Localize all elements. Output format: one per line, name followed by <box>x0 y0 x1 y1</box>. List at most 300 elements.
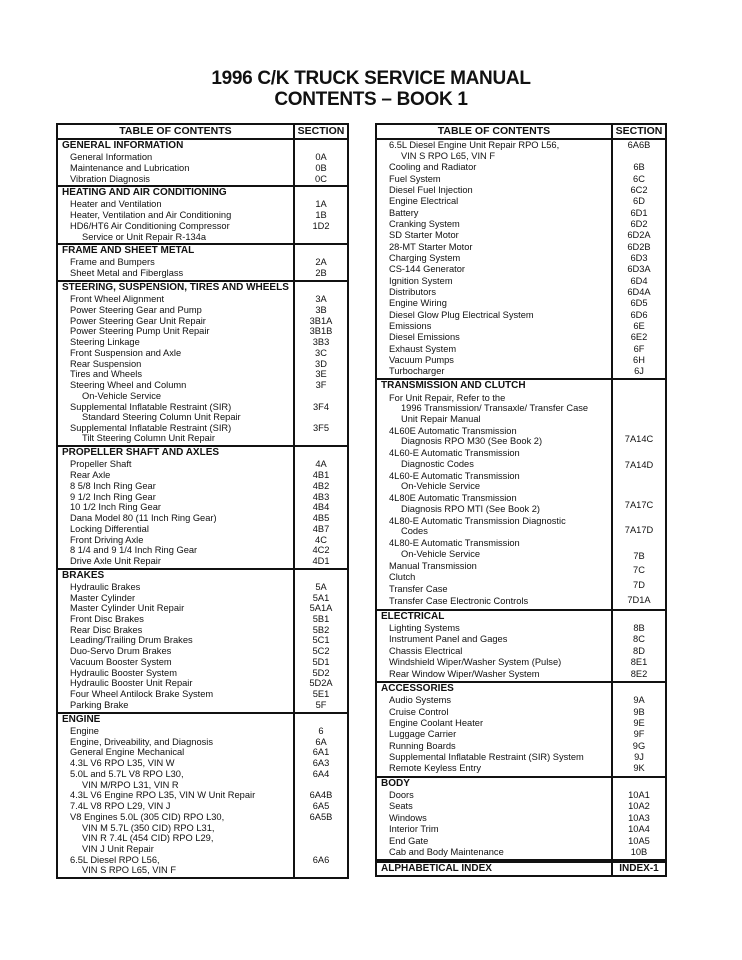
section-heading-code-cell <box>295 447 347 459</box>
section-code <box>613 298 665 309</box>
section-code <box>295 268 347 279</box>
toc-entry-line: Lighting Systems <box>389 622 460 633</box>
section-code <box>295 758 347 769</box>
toc-entry-line: Front Driving Axle <box>70 534 144 545</box>
toc-entry-line: 4L80-E Automatic Transmission <box>389 538 520 549</box>
section-code <box>613 623 665 634</box>
toc-entry-line: Interior Trim <box>389 824 439 835</box>
section-code-value: 6A6B <box>627 140 651 151</box>
section-code <box>295 210 347 221</box>
toc-entry <box>58 678 293 689</box>
section-code-value: 5A1 <box>312 592 330 603</box>
toc-entry-line: Codes <box>401 526 428 537</box>
entry-titles <box>58 726 295 877</box>
entry-titles <box>58 257 295 280</box>
section-code-value: 8D <box>633 645 645 656</box>
code-spacer <box>613 405 665 416</box>
toc-entry-line: Rear Window Wiper/Washer System <box>389 668 540 679</box>
section-code-value: 5D2 <box>312 667 330 678</box>
section-code-value: 5C1 <box>312 635 330 646</box>
toc-entry-line: Power Steering Pump Unit Repair <box>70 326 210 337</box>
section-code <box>613 718 665 729</box>
toc-entry-line: For Unit Repair, Refer to the <box>389 392 506 403</box>
section-code-value: 3B1B <box>309 326 333 337</box>
toc-entry <box>58 326 293 337</box>
code-spacer <box>613 485 665 496</box>
toc-entry <box>377 657 611 668</box>
section-code-value: 9K <box>633 763 645 774</box>
section-code <box>295 337 347 348</box>
section-code <box>613 634 665 645</box>
toc-entry <box>58 556 293 567</box>
toc-entry-line: HD6/HT6 Air Conditioning Compressor <box>70 221 230 232</box>
toc-entry <box>58 294 293 305</box>
toc-entry-line: Hydraulic Booster System <box>70 667 177 678</box>
toc-entry <box>58 657 293 668</box>
section-code <box>295 199 347 210</box>
section-code <box>295 582 347 593</box>
toc-entry <box>58 524 293 535</box>
section-code-value: 6C2 <box>630 184 648 195</box>
section-code <box>295 481 347 492</box>
toc-entry-line: Diagnostic Codes <box>401 458 474 469</box>
section-code-value: 6D6 <box>630 309 648 320</box>
toc-entry <box>58 348 293 359</box>
toc-entry-line: SD Starter Motor <box>389 230 459 241</box>
toc-entry <box>58 210 293 221</box>
section-code-value: 6D2 <box>630 218 648 229</box>
section-code-value: 2B <box>315 268 327 279</box>
section-code <box>613 140 665 161</box>
toc-entry-line: Front Wheel Alignment <box>70 294 165 305</box>
code-spacer <box>613 151 665 162</box>
toc-entry-line: Heater and Ventilation <box>70 199 162 210</box>
toc-entry <box>377 366 611 377</box>
section-code-value: 3F4 <box>312 401 330 412</box>
toc-entry-line: Engine Electrical <box>389 196 459 207</box>
toc-entry-line: Vacuum Pumps <box>389 354 454 365</box>
toc-section <box>377 778 665 861</box>
section-code <box>613 264 665 275</box>
toc-entry <box>377 208 611 219</box>
toc-section <box>377 611 665 683</box>
toc-entry-line: Transfer Case <box>389 584 448 595</box>
section-heading-row <box>377 683 665 695</box>
section-heading-row <box>377 611 665 623</box>
code-spacer <box>295 833 347 844</box>
section-code-value: 5A1A <box>309 603 333 614</box>
section-code-value: 9B <box>633 706 645 717</box>
toc-entry <box>377 287 611 298</box>
toc-entry-line: Engine <box>70 725 99 736</box>
code-spacer <box>613 420 665 431</box>
toc-entry <box>58 593 293 604</box>
section-code-value: 4C <box>315 534 327 545</box>
toc-entry-line: 4L60-E Automatic Transmission <box>389 470 520 481</box>
section-code <box>613 344 665 355</box>
section-code-value: 5B2 <box>312 624 330 635</box>
section-body <box>58 582 347 712</box>
section-code <box>613 646 665 657</box>
toc-entry <box>58 337 293 348</box>
toc-entry-line: Front Disc Brakes <box>70 614 144 625</box>
entry-titles <box>58 582 295 712</box>
code-spacer <box>295 844 347 855</box>
section-code <box>295 855 347 876</box>
section-code <box>613 847 665 858</box>
section-code <box>613 824 665 835</box>
section-code-value: 6E2 <box>630 332 648 343</box>
section-body <box>58 152 347 185</box>
code-spacer <box>295 412 347 423</box>
section-code <box>295 593 347 604</box>
toc-entry <box>377 561 611 572</box>
code-spacer <box>613 470 665 481</box>
section-code <box>295 348 347 359</box>
entry-titles <box>377 790 613 859</box>
toc-entry <box>58 305 293 316</box>
toc-entry-line: VIN S RPO L65, VIN F <box>82 865 177 876</box>
toc-entry <box>58 492 293 503</box>
section-code <box>295 152 347 163</box>
toc-entry <box>377 355 611 366</box>
toc-entry <box>58 502 293 513</box>
toc-entry-line: Diesel Fuel Injection <box>389 184 473 195</box>
toc-entry-line: VIN M 5.7L (350 CID) RPO L31, <box>82 822 215 833</box>
toc-entry <box>377 836 611 847</box>
section-code-value: 4B5 <box>312 513 330 524</box>
section-code-value: 1B <box>315 210 327 221</box>
section-body <box>58 459 347 567</box>
section-code-value: 7B <box>633 550 645 561</box>
section-code <box>295 535 347 546</box>
toc-entry <box>58 380 293 401</box>
toc-entry <box>58 257 293 268</box>
section-code <box>295 657 347 668</box>
section-code <box>613 695 665 706</box>
section-body <box>58 726 347 877</box>
toc-entry <box>377 174 611 185</box>
section-heading: ENGINE <box>58 714 295 726</box>
toc-entry <box>58 801 293 812</box>
entry-titles <box>58 152 295 185</box>
entry-codes <box>613 140 665 378</box>
toc-section <box>58 245 347 282</box>
section-code-value: 0A <box>315 152 327 163</box>
section-code-value: 4D1 <box>312 555 330 566</box>
toc-entry-line: Emissions <box>389 320 432 331</box>
section-code <box>613 580 665 591</box>
section-code-value: 7A17D <box>624 525 654 536</box>
section-code <box>613 485 665 496</box>
entry-codes <box>613 790 665 859</box>
section-heading-row <box>58 245 347 257</box>
section-code-value: 6D2B <box>627 241 651 252</box>
section-code-value: 6F <box>633 343 645 354</box>
section-code <box>613 741 665 752</box>
section-header-label: SECTION <box>297 125 345 137</box>
entry-titles <box>58 199 295 243</box>
section-code <box>295 614 347 625</box>
section-code <box>613 669 665 680</box>
section-code-value: 5C2 <box>312 646 330 657</box>
section-code-value: 7A14C <box>624 434 654 445</box>
section-code <box>613 332 665 343</box>
toc-entry-line: 9 1/2 Inch Ring Gear <box>70 491 156 502</box>
section-code-value: 4B3 <box>312 491 330 502</box>
section-code <box>295 769 347 790</box>
toc-section <box>58 570 347 714</box>
alphabetical-index-label: ALPHABETICAL INDEX <box>377 863 613 875</box>
section-code-value: 9F <box>633 729 645 740</box>
toc-entry-line: Ignition System <box>389 275 453 286</box>
toc-entry <box>377 493 611 514</box>
section-code <box>295 801 347 812</box>
toc-entry <box>58 199 293 210</box>
toc-entry-line: 5.0L and 5.7L V8 RPO L30, <box>70 769 184 779</box>
toc-entry <box>58 163 293 174</box>
toc-entry <box>377 596 611 607</box>
toc-entry-line: Chassis Electrical <box>389 645 463 656</box>
entry-titles <box>58 459 295 567</box>
toc-entry-line: On-Vehicle Service <box>401 548 481 559</box>
toc-section <box>58 187 347 245</box>
section-code-value: 9A <box>633 695 645 706</box>
toc-entry <box>58 513 293 524</box>
section-code-value: 4B4 <box>312 502 330 513</box>
section-code <box>613 790 665 801</box>
toc-entry <box>377 741 611 752</box>
toc-entry-line: Supplemental Inflatable Restraint (SIR) <box>70 401 232 412</box>
entry-codes <box>295 582 347 712</box>
toc-entry <box>58 668 293 679</box>
section-heading-code-cell <box>295 140 347 152</box>
section-code-value: 10A4 <box>628 824 650 835</box>
toc-entry <box>58 359 293 370</box>
section-code-value: 4C2 <box>312 545 330 556</box>
toc-entry-line: General Engine Mechanical <box>70 747 185 758</box>
toc-entry <box>58 603 293 614</box>
toc-entry-line: Windshield Wiper/Washer System (Pulse) <box>389 657 562 668</box>
section-code-value: 5E1 <box>312 689 330 700</box>
section-code <box>295 380 347 401</box>
toc-entry-line: Cab and Body Maintenance <box>389 846 504 857</box>
toc-entry-line: Power Steering Gear Unit Repair <box>70 315 206 326</box>
section-code <box>613 355 665 366</box>
toc-entry <box>58 268 293 279</box>
section-code-value: 6D4A <box>627 286 651 297</box>
section-code-value: 5F <box>315 699 327 710</box>
toc-entry-line: Rear Disc Brakes <box>70 624 143 635</box>
toc-entry-line: Master Cylinder Unit Repair <box>70 603 185 614</box>
toc-header <box>377 125 665 140</box>
toc-entry <box>58 582 293 593</box>
toc-entry <box>58 535 293 546</box>
section-code <box>295 326 347 337</box>
toc-entry-line: Battery <box>389 207 419 218</box>
toc-entry-line: 10 1/2 Inch Ring Gear <box>70 502 161 513</box>
code-spacer <box>295 865 347 876</box>
section-code <box>295 294 347 305</box>
section-code <box>295 700 347 711</box>
toc-section <box>58 282 347 447</box>
toc-entry-line: Vacuum Booster System <box>70 656 172 667</box>
toc-entry-line: Tires and Wheels <box>70 369 142 380</box>
section-code-value: 9G <box>632 740 646 751</box>
toc-entry-line: Standard Steering Column Unit Repair <box>82 412 241 423</box>
code-spacer <box>613 536 665 547</box>
code-spacer <box>295 433 347 444</box>
section-code-value: 7C <box>633 565 645 576</box>
toc-entry <box>58 700 293 711</box>
toc-entry <box>377 426 611 447</box>
toc-entry <box>377 813 611 824</box>
section-code-value: 6B <box>633 162 645 173</box>
section-code-value: 5B1 <box>312 614 330 625</box>
section-heading: BRAKES <box>58 570 295 582</box>
toc-entry-line: Front Suspension and Axle <box>70 347 182 358</box>
toc-table-left <box>56 123 349 879</box>
section-code <box>613 595 665 606</box>
toc-entry-line: Running Boards <box>389 740 456 751</box>
section-code <box>295 513 347 524</box>
entry-titles <box>58 294 295 445</box>
section-code-value: 7A14D <box>624 459 654 470</box>
toc-entry <box>58 316 293 327</box>
section-code <box>613 551 665 562</box>
toc-entry <box>377 623 611 634</box>
toc-entry <box>377 729 611 740</box>
section-code <box>295 359 347 370</box>
section-code-value: 8B <box>633 622 645 633</box>
toc-entry-line: Engine Wiring <box>389 298 447 309</box>
toc-entry-line: 6.5L Diesel RPO L56, <box>70 854 160 865</box>
manual-title: 1996 C/K TRUCK SERVICE MANUAL <box>211 68 531 89</box>
toc-entry <box>377 242 611 253</box>
toc-entry-line: Supplemental Inflatable Restraint (SIR) System <box>389 752 584 763</box>
toc-entry-line: VIN S RPO L65, VIN F <box>401 150 496 161</box>
entry-codes <box>295 459 347 567</box>
toc-entry <box>58 459 293 470</box>
entry-codes <box>613 392 665 608</box>
toc-entry-line: V8 Engines 5.0L (305 CID) RPO L30, <box>70 812 225 823</box>
toc-entry-line: VIN R 7.4L (454 CID) RPO L29, <box>82 833 214 844</box>
section-code-value: 6A4B <box>309 790 333 801</box>
section-code <box>295 747 347 758</box>
toc-entry-line: Windows <box>389 812 427 823</box>
section-heading-row <box>377 778 665 790</box>
section-code-value: 9J <box>634 752 644 763</box>
toc-entry-line: 4L80E Automatic Transmission <box>389 493 517 504</box>
section-code <box>295 470 347 481</box>
section-code-value: 4B7 <box>312 523 330 534</box>
section-code <box>613 500 665 521</box>
section-heading-code-cell <box>295 570 347 582</box>
section-code-value: 3E <box>315 369 327 380</box>
section-code-value: 3B <box>315 304 327 315</box>
toc-entry <box>58 737 293 748</box>
toc-entry-line: Hydraulic Booster Unit Repair <box>70 678 193 689</box>
toc-entry-line: Clutch <box>389 572 416 583</box>
toc-entry-line: Diesel Emissions <box>389 332 460 343</box>
section-code-value: 1D2 <box>312 221 330 232</box>
toc-entry-line: Cruise Control <box>389 706 449 717</box>
section-code <box>295 221 347 242</box>
section-code <box>295 174 347 185</box>
section-code <box>613 394 665 415</box>
section-code-value: 6H <box>633 354 645 365</box>
toc-entry-line: Distributors <box>389 286 437 297</box>
entry-codes <box>613 623 665 681</box>
toc-entry <box>58 689 293 700</box>
toc-entry <box>377 646 611 657</box>
toc-entry-line: Engine Coolant Heater <box>389 717 484 728</box>
section-code-value: 6D1 <box>630 207 648 218</box>
toc-entry-line: VIN J Unit Repair <box>82 843 154 854</box>
section-heading-row <box>377 380 665 392</box>
section-heading: FRAME AND SHEET METAL <box>58 245 295 257</box>
section-code <box>295 524 347 535</box>
section-code-value: 3B3 <box>312 337 330 348</box>
section-code-value: 3A <box>315 294 327 305</box>
toc-entry-line: 1996 Transmission/ Transaxle/ Transfer Case <box>401 403 589 414</box>
toc-entry <box>377 572 611 583</box>
toc-entry <box>377 824 611 835</box>
section-code <box>613 657 665 668</box>
section-heading-code-cell <box>295 245 347 257</box>
entry-codes <box>295 152 347 185</box>
section-code <box>613 253 665 264</box>
toc-entry <box>377 801 611 812</box>
toc-entry-line: Cooling and Radiator <box>389 162 477 173</box>
toc-entry-line: Supplemental Inflatable Restraint (SIR) <box>70 422 232 433</box>
section-code <box>613 287 665 298</box>
toc-entry-line: Seats <box>389 801 413 812</box>
section-heading-code-cell <box>295 187 347 199</box>
section-code-value: 7D <box>633 580 645 591</box>
section-code-value: 3F5 <box>312 422 330 433</box>
section-code-value: 6A5 <box>312 801 330 812</box>
toc-entry <box>58 625 293 636</box>
section-code <box>295 812 347 854</box>
section-code <box>295 369 347 380</box>
section-code <box>295 257 347 268</box>
section-code-value: 4B2 <box>312 480 330 491</box>
toc-entry-line: Transfer Case Electronic Controls <box>389 596 529 607</box>
section-heading-code-cell <box>613 380 665 392</box>
toc-entry-line: Maintenance and Lubrication <box>70 162 190 173</box>
toc-entry <box>58 369 293 380</box>
section-code-value: 6A3 <box>312 758 330 769</box>
code-spacer <box>613 445 665 456</box>
toc-entry-line: 8 5/8 Inch Ring Gear <box>70 480 156 491</box>
toc-entry <box>58 855 293 876</box>
entry-codes <box>295 199 347 243</box>
section-body <box>58 294 347 445</box>
toc-entry <box>377 707 611 718</box>
toc-entry-line: On-Vehicle Service <box>82 390 162 401</box>
toc-entry-line: Rear Axle <box>70 470 111 481</box>
section-code <box>295 668 347 679</box>
section-code-value: 6A6 <box>312 854 330 865</box>
toc-entry <box>58 614 293 625</box>
section-code-value: 5A <box>315 581 327 592</box>
toc-entry <box>377 332 611 343</box>
section-code <box>613 219 665 230</box>
toc-entry <box>377 516 611 537</box>
toc-entry-line: Rear Suspension <box>70 358 142 369</box>
section-code <box>295 635 347 646</box>
